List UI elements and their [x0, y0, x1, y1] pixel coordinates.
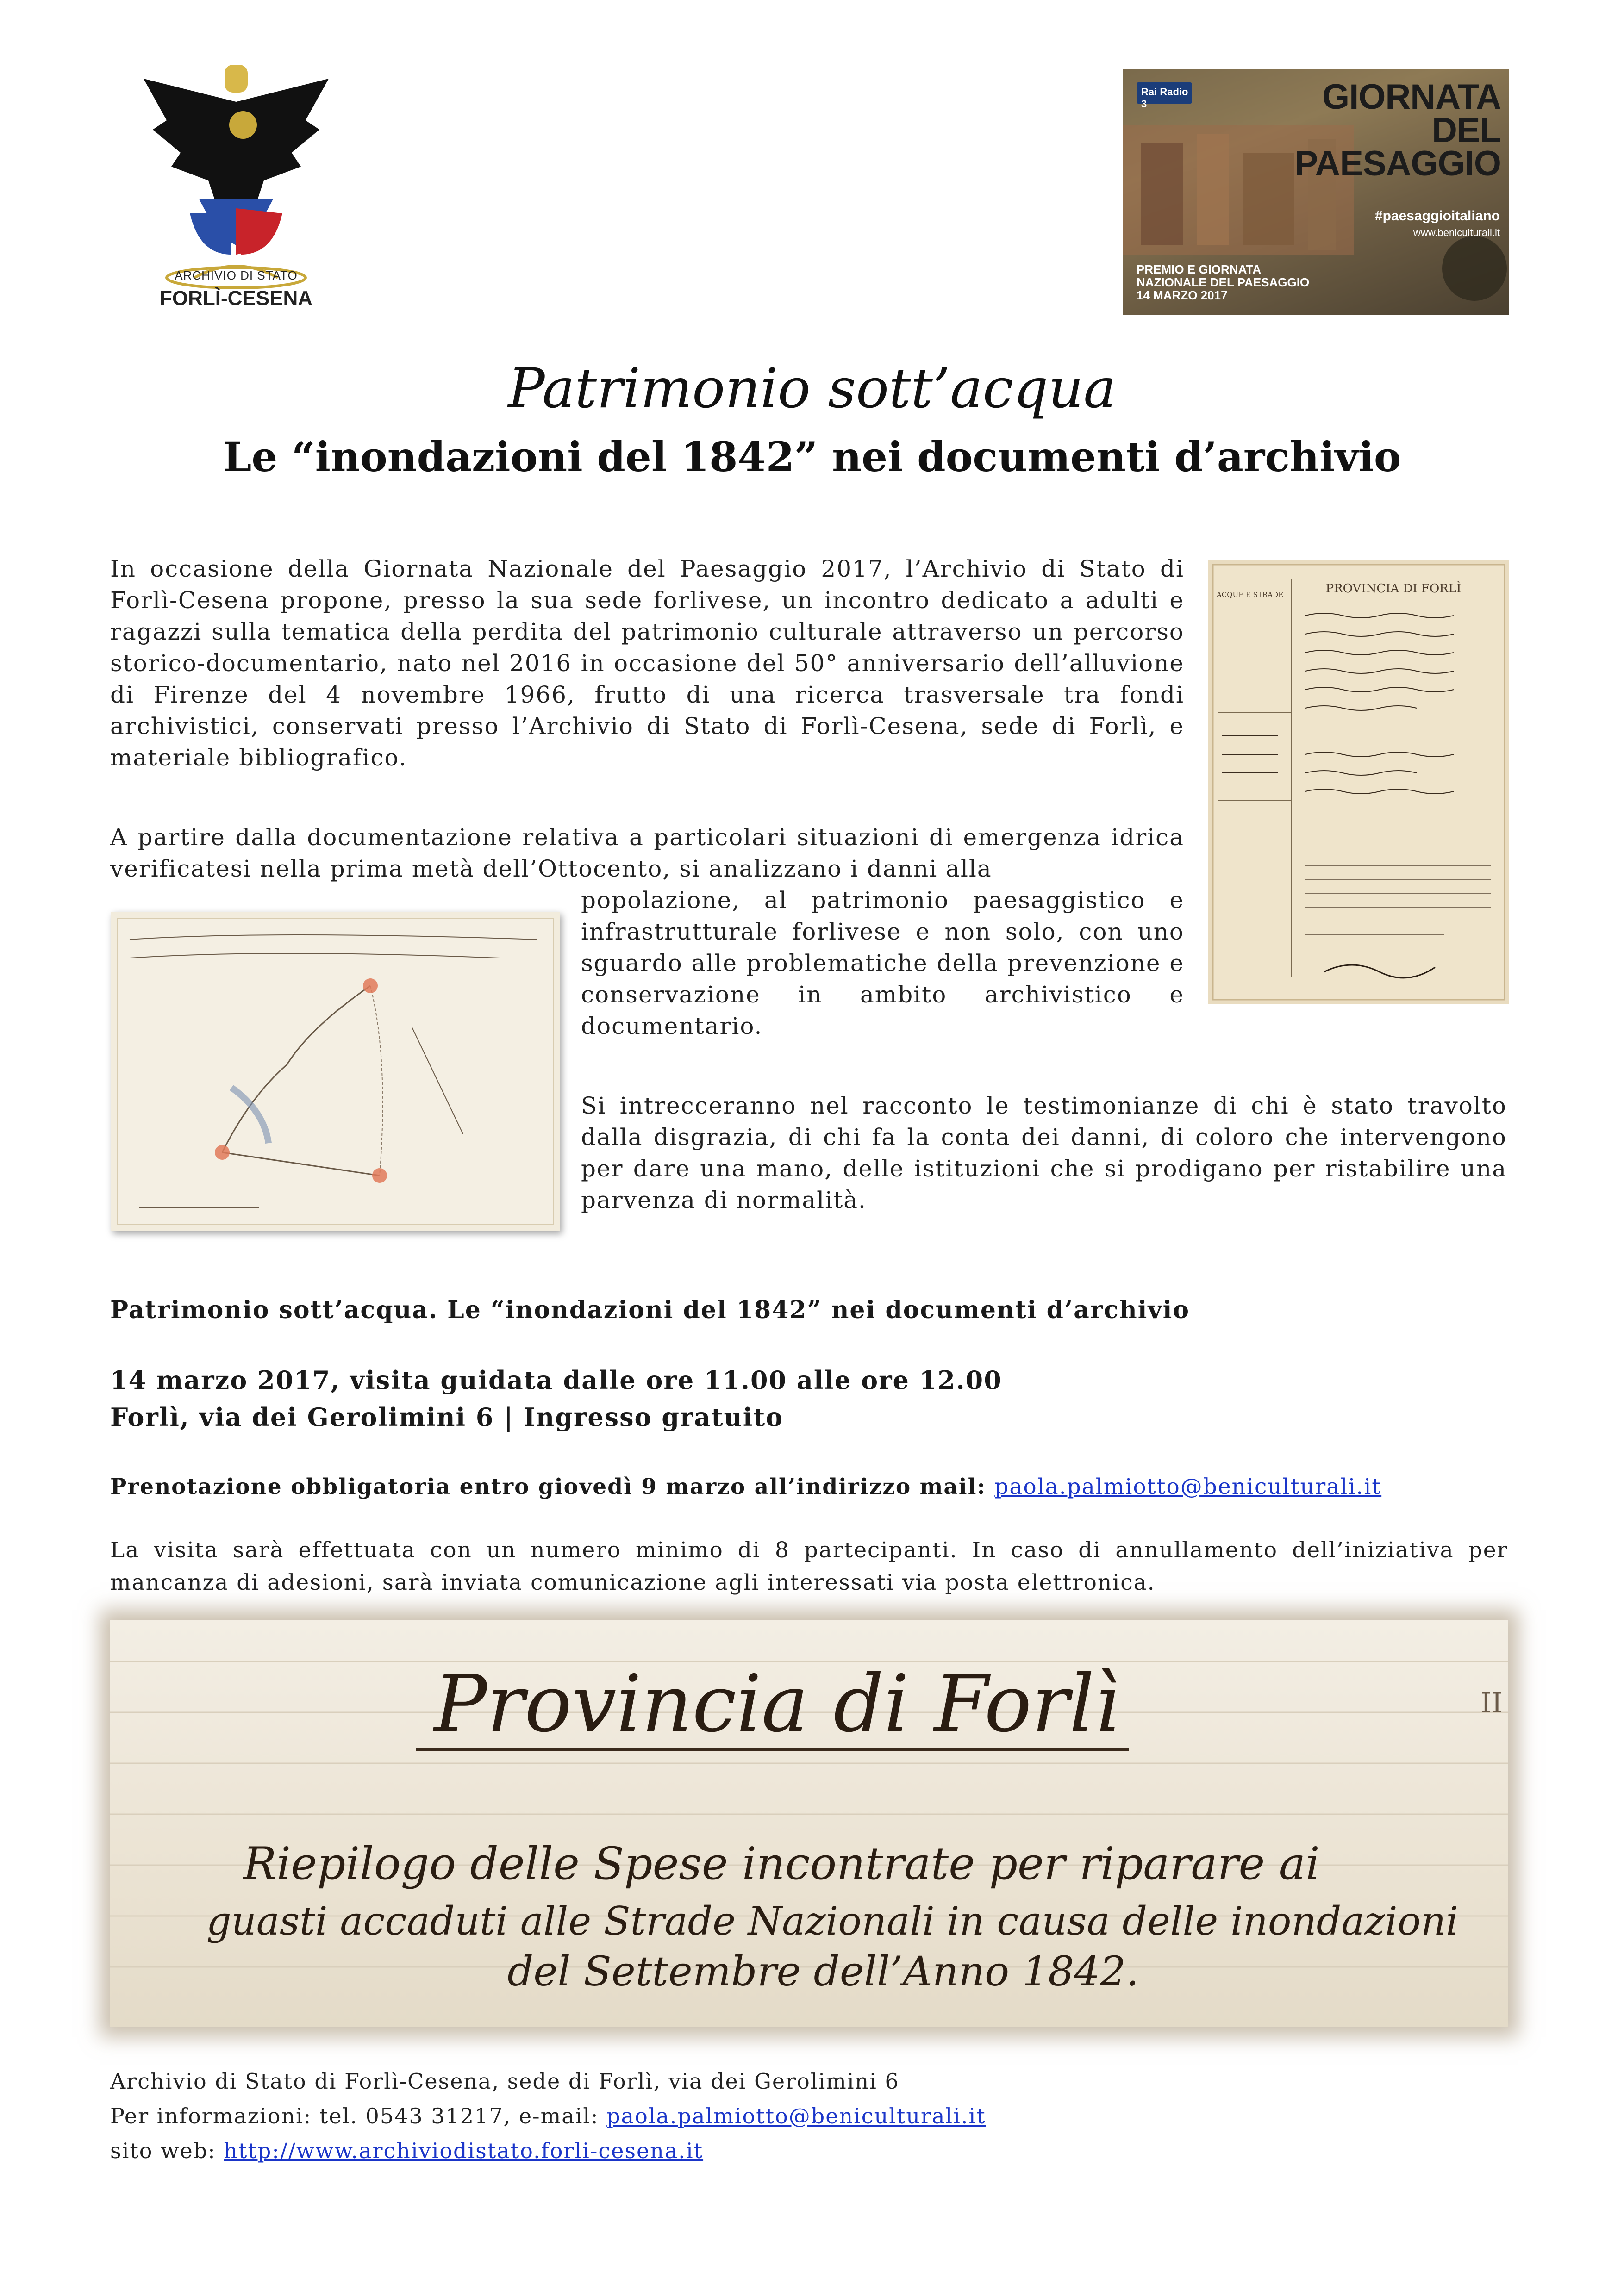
footer-info-label: Per informazioni: tel. 0543 31217, e-mail:	[110, 2103, 599, 2128]
event-title: Patrimonio sott’acqua. Le “inondazioni del 1842” nei documenti d’archivio	[110, 1296, 1190, 1324]
banner-premio: PREMIO E GIORNATA NAZIONALE DEL PAESAGGIO 14 MARZO 2017	[1137, 262, 1310, 302]
footer-web-link[interactable]: http://www.archiviodistato.forli-cesena.it	[224, 2138, 704, 2163]
rai-radio3-logo: Rai Radio 3	[1137, 82, 1192, 104]
eagle-crest-icon	[144, 65, 329, 288]
banner-website: www.beniculturali.it	[1413, 227, 1500, 238]
event-place: Forlì, via dei Gerolimini 6 | Ingresso gratuito	[110, 1402, 784, 1432]
booking-line	[110, 1474, 1381, 1500]
banner-headline: GIORNATA DEL PAESAGGIO	[1294, 77, 1501, 183]
doc-heading: PROVINCIA DI FORLÌ	[1325, 582, 1462, 596]
handwriting-line-4: del Settembre dell’Anno 1842.	[507, 1948, 1139, 1995]
handwriting-line-3: guasti accaduti alle Strade Nazionali in causa delle inondazioni	[206, 1898, 1459, 1944]
historical-map-image	[111, 912, 560, 1231]
logo-line-2: FORLÌ-CESENA	[160, 287, 312, 310]
event-note: La visita sarà effettuata con un numero minimo di 8 partecipanti. In caso di annullamento dell’iniziativa per mancanza di adesioni, sarà inviata comunicazione agli interessati via posta elettronica.	[110, 1537, 1508, 1595]
paragraph-2-lead: A partire dalla documentazione relativa a particolari situazioni di emergenza idrica verificatesi nella prima metà dell’Ottocento, si analizzano i danni alla	[110, 824, 1184, 882]
giornata-paesaggio-banner	[1123, 69, 1509, 315]
intro-paragraph: In occasione della Giornata Nazionale del Paesaggio 2017, l’Archivio di Stato di Forlì-Cesena propone, presso la sua sede forlivese, un incontro dedicato a adulti e ragazzi sulla tematica della perdita del patrimonio culturale attraverso un percorso storico-documentario, nato nel 2016 in occasione del 50° anniversario dell’alluvione di Firenze del 4 novembre 1966, frutto di una ricerca trasversale tra fondi archivistici, conservati presso l’Archivio di Stato di Forlì-Cesena, sede di Forlì, e materiale bibliografico.	[110, 555, 1184, 771]
handwriting-line-2: Riepilogo delle Spese incontrate per riparare ai	[243, 1838, 1320, 1890]
page-subtitle: Le “inondazioni del 1842” nei documenti d’archivio	[223, 433, 1401, 481]
paragraph-2-continuation: popolazione, al patrimonio paesaggistico e infrastrutturale forlivese e non solo, con uno sguardo alle problematiche della prevenzione e conservazione in ambito archivistico e documentario.	[581, 887, 1184, 1039]
paragraph-3: Si intrecceranno nel racconto le testimonianze di chi è stato travolto dalla disgrazia, di chi fa la conta dei danni, di coloro che intervengono per dare una mano, delle istituzioni che si prodigano per ristabilire una parvenza di normalità.	[581, 1092, 1507, 1213]
booking-email-link[interactable]: paola.palmiotto@beniculturali.it	[994, 1474, 1382, 1500]
event-date: 14 marzo 2017, visita guidata dalle ore 11.00 alle ore 12.00	[110, 1365, 1002, 1395]
doc-column-label: ACQUE E STRADE	[1216, 591, 1284, 599]
handwritten-document-image	[110, 1620, 1508, 2027]
footer-address: Archivio di Stato di Forlì-Cesena, sede di Forlì, via dei Gerolimini 6	[110, 2069, 899, 2094]
handwriting-mark: II	[1480, 1687, 1503, 1719]
footer-web	[110, 2138, 703, 2163]
banner-hashtag: #paesaggioitaliano	[1374, 208, 1500, 224]
footer-info	[110, 2103, 986, 2128]
booking-label: Prenotazione obbligatoria entro giovedì 9 marzo all’indirizzo mail:	[110, 1474, 986, 1500]
handwriting-line-1: Provincia di Forlì	[434, 1658, 1120, 1750]
page-title: Patrimonio sott’acqua	[508, 356, 1116, 420]
footer-web-label: sito web:	[110, 2138, 216, 2163]
archival-document-image	[1208, 560, 1509, 1004]
footer-email-link[interactable]: paola.palmiotto@beniculturali.it	[606, 2103, 986, 2128]
logo-line-1: ARCHIVIO DI STATO	[175, 268, 298, 282]
